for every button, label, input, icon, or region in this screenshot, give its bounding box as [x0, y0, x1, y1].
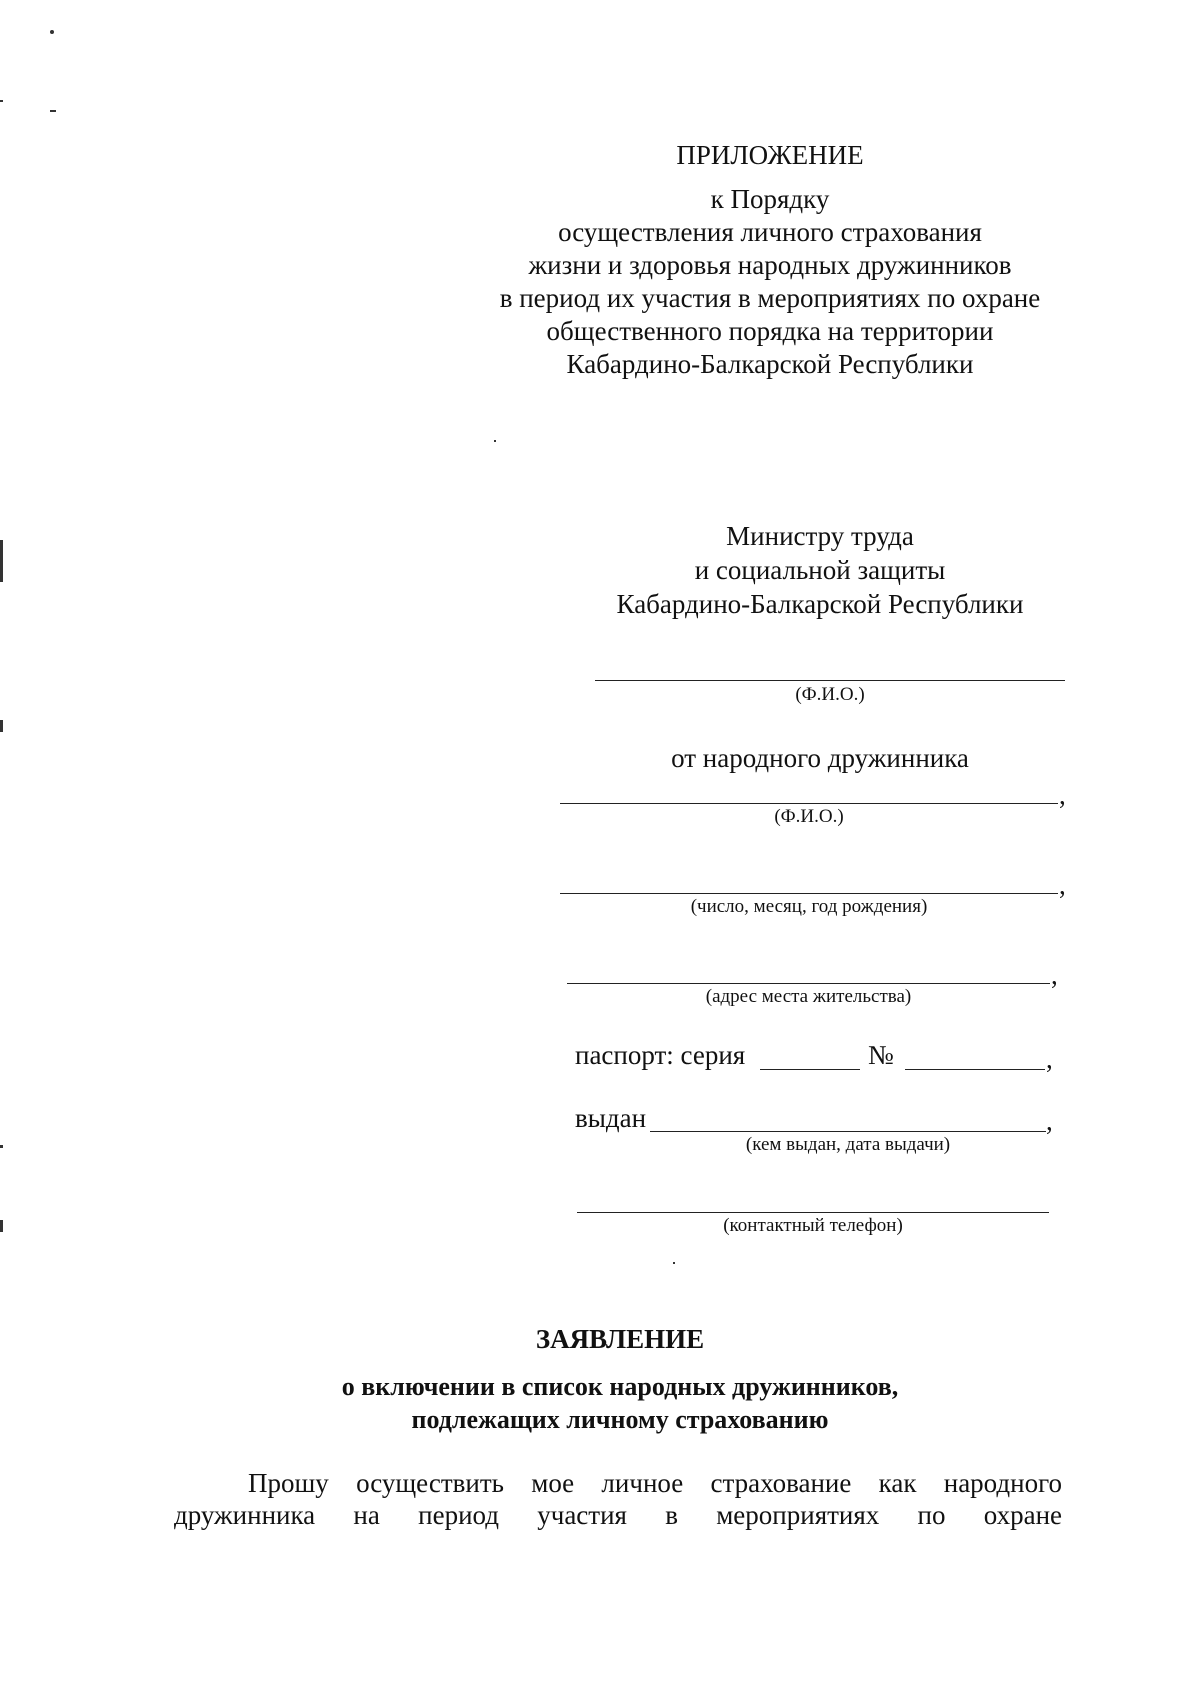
scan-speck — [50, 30, 54, 34]
addressee-line: и социальной защиты — [694, 555, 946, 585]
appendix-title: ПРИЛОЖЕНИЕ — [676, 140, 864, 170]
appendix-line: жизни и здоровья народных дружинников — [528, 250, 1012, 280]
scan-speck — [50, 110, 56, 112]
appendix-line: к Порядку — [710, 184, 830, 214]
scan-speck — [0, 540, 3, 582]
scan-speck — [0, 1145, 3, 1148]
statement-paragraph-line: Прошу осуществить мое личное страхование как народного — [248, 1468, 1062, 1498]
minister-fio-hint: (Ф.И.О.) — [795, 684, 865, 705]
address-field[interactable] — [567, 983, 1050, 984]
statement-paragraph-line: дружинника на период участия в мероприятиях по охране — [174, 1500, 1062, 1530]
scan-speck — [0, 720, 3, 732]
minister-fio-field[interactable] — [595, 680, 1065, 681]
passport-number-sign: № — [868, 1040, 894, 1070]
addressee-line: Министру труда — [726, 521, 914, 551]
passport-label: паспорт: серия — [575, 1040, 746, 1070]
issued-by-field[interactable] — [650, 1131, 1046, 1132]
birth-date-field[interactable] — [560, 893, 1058, 894]
address-hint: (адрес места жительства) — [705, 986, 912, 1007]
comma: , — [1046, 1106, 1053, 1136]
appendix-line: Кабардино-Балкарской Республики — [566, 349, 974, 379]
applicant-fio-field[interactable] — [560, 803, 1058, 804]
comma: , — [1046, 1044, 1053, 1074]
appendix-line: общественного порядка на территории — [546, 316, 994, 346]
from-applicant-label: от народного дружинника — [671, 743, 969, 773]
statement-subtitle-line: о включении в список народных дружинников, — [341, 1372, 899, 1401]
comma: , — [1051, 960, 1058, 990]
appendix-line: осуществления личного страхования — [558, 217, 982, 247]
appendix-line: в период их участия в мероприятиях по охране — [499, 283, 1041, 313]
statement-title: ЗАЯВЛЕНИЕ — [535, 1324, 705, 1354]
passport-number-field[interactable] — [905, 1069, 1045, 1070]
comma: , — [1059, 780, 1066, 810]
addressee-line: Кабардино-Балкарской Республики — [616, 589, 1024, 619]
issued-hint: (кем выдан, дата выдачи) — [745, 1134, 951, 1155]
comma: , — [1059, 870, 1066, 900]
scan-speck — [673, 1262, 675, 1264]
issued-label: выдан — [575, 1103, 647, 1133]
applicant-fio-hint: (Ф.И.О.) — [774, 806, 844, 827]
phone-field[interactable] — [577, 1212, 1049, 1213]
phone-hint: (контактный телефон) — [723, 1215, 903, 1236]
statement-subtitle-line: подлежащих личному страхованию — [411, 1405, 829, 1434]
scan-speck — [0, 1220, 3, 1232]
birth-date-hint: (число, месяц, год рождения) — [690, 896, 928, 917]
scan-speck — [0, 100, 3, 102]
scan-speck — [494, 440, 496, 442]
passport-series-field[interactable] — [760, 1069, 860, 1070]
